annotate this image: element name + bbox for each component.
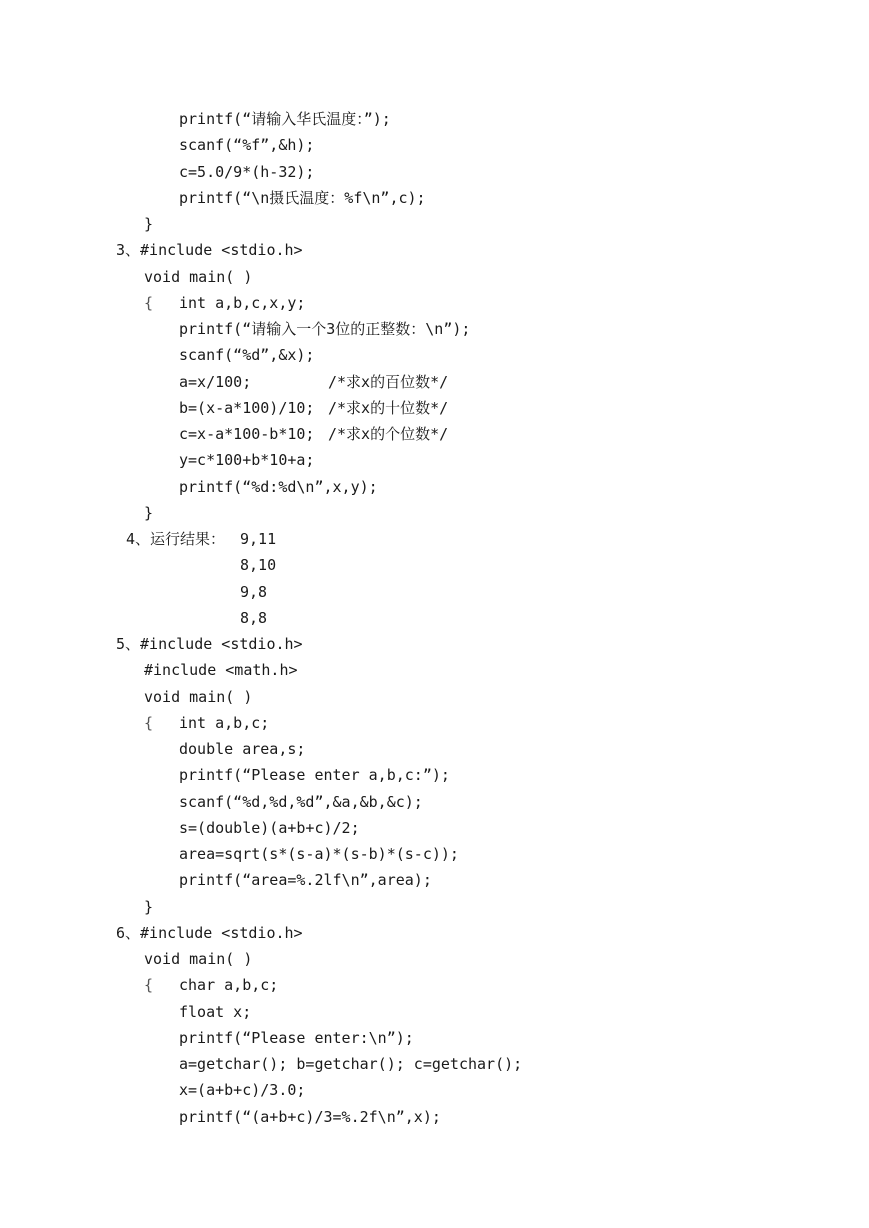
result-value: 8,10: [240, 556, 277, 575]
code-line: [0, 579, 869, 605]
result-label: 4、运行结果：: [126, 530, 226, 548]
code-text: area=sqrt(s*(s-a)*(s-b)*(s-c));: [179, 845, 459, 863]
code-text: double area,s;: [179, 740, 306, 758]
code-text: }: [144, 897, 154, 916]
document-page: [0, 106, 869, 1130]
code-line: [0, 159, 869, 185]
result-value: 9,11: [240, 530, 277, 548]
code-line: [0, 684, 869, 710]
code-line: [0, 762, 869, 788]
code-line: [0, 999, 869, 1025]
code-comment: /*求x的个位数*/: [328, 425, 449, 443]
item-heading: 5、#include <stdio.h>: [116, 635, 303, 653]
code-text: printf(“\n摄氏温度：%f\n”,c);: [179, 188, 426, 207]
code-line: [0, 526, 869, 552]
code-text: }: [144, 215, 154, 233]
code-line: [0, 631, 869, 657]
code-text: int a,b,c;: [179, 713, 270, 732]
code-line: [0, 972, 869, 998]
code-line: [0, 1051, 869, 1077]
code-text: printf(“%d:%d\n”,x,y);: [179, 477, 378, 496]
code-text: printf(“area=%.2lf\n”,area);: [179, 871, 432, 890]
code-text: scanf(“%d,%d,%d”,&a,&b,&c);: [179, 792, 423, 811]
result-value: 8,8: [240, 608, 268, 627]
code-line: [0, 657, 869, 683]
code-line: [0, 894, 869, 920]
code-line: [0, 447, 869, 473]
code-text: x=(a+b+c)/3.0;: [179, 1081, 306, 1100]
code-text: c=5.0/9*(h-32);: [179, 162, 315, 181]
code-line: [0, 369, 869, 395]
code-line: [0, 920, 869, 946]
code-line: [0, 815, 869, 841]
code-text: printf(“Please enter:\n”);: [179, 1028, 414, 1047]
result-value: 9,8: [240, 582, 268, 601]
code-text: printf(“请输入华氏温度：”);: [179, 110, 391, 128]
code-text: c=x-a*100-b*10;: [179, 425, 315, 443]
code-line: [0, 421, 869, 447]
code-text: }: [144, 503, 154, 522]
code-line: [0, 841, 869, 867]
code-line: [0, 500, 869, 526]
code-text: printf(“(a+b+c)/3=%.2f\n”,x);: [179, 1107, 441, 1126]
code-text: printf(“请输入一个3位的正整数：\n”);: [179, 320, 471, 338]
item-heading: 3、#include <stdio.h>: [116, 241, 303, 260]
code-text: #include <math.h>: [144, 661, 298, 680]
code-line: [0, 789, 869, 815]
code-text: y=c*100+b*10+a;: [179, 451, 315, 470]
code-text: scanf(“%d”,&x);: [179, 346, 315, 365]
brace: {: [144, 713, 154, 732]
code-text: void main( ): [144, 267, 253, 286]
code-text: void main( ): [144, 950, 253, 968]
code-line: [0, 867, 869, 893]
code-line: [0, 211, 869, 237]
code-text: void main( ): [144, 687, 253, 706]
code-line: [0, 185, 869, 211]
brace: {: [144, 976, 154, 995]
code-line: [0, 264, 869, 290]
code-line: [0, 474, 869, 500]
code-line: [0, 605, 869, 631]
code-line: [0, 1025, 869, 1051]
code-text: a=getchar(); b=getchar(); c=getchar();: [179, 1055, 523, 1073]
code-line: [0, 395, 869, 421]
code-text: s=(double)(a+b+c)/2;: [179, 818, 360, 837]
code-comment: /*求x的百位数*/: [328, 372, 449, 391]
code-text: printf(“Please enter a,b,c:”);: [179, 766, 450, 785]
code-line: [0, 736, 869, 762]
code-text: scanf(“%f”,&h);: [179, 136, 315, 155]
code-text: int a,b,c,x,y;: [179, 293, 306, 312]
code-line: [0, 552, 869, 578]
code-text: a=x/100;: [179, 372, 252, 391]
code-line: [0, 316, 869, 342]
brace: {: [144, 293, 154, 312]
code-line: [0, 290, 869, 316]
code-line: [0, 106, 869, 132]
item-heading: 6、#include <stdio.h>: [116, 923, 303, 942]
code-line: [0, 342, 869, 368]
code-line: [0, 237, 869, 263]
code-text: b=(x-a*100)/10;: [179, 398, 315, 417]
code-line: [0, 1104, 869, 1130]
code-line: [0, 710, 869, 736]
code-line: [0, 132, 869, 158]
code-text: float x;: [179, 1002, 252, 1021]
code-comment: /*求x的十位数*/: [328, 398, 449, 417]
code-line: [0, 1077, 869, 1103]
code-text: char a,b,c;: [179, 976, 279, 995]
code-line: [0, 946, 869, 972]
